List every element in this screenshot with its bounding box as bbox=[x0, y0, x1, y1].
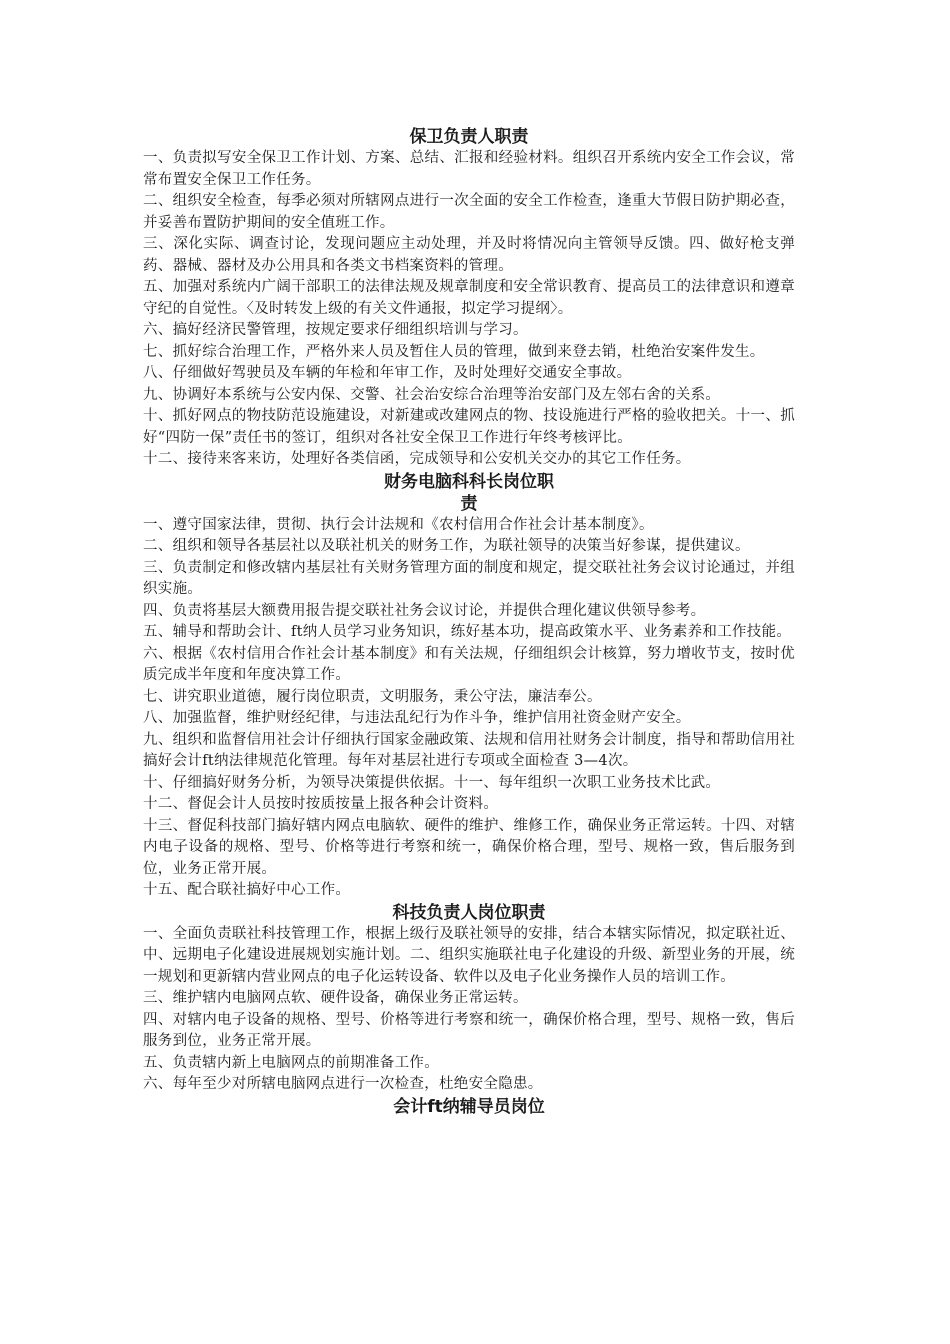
paragraph: 十二、督促会计人员按时按质按量上报各种会计资料。 bbox=[143, 796, 499, 812]
paragraph: 四、对辖内电子设备的规格、型号、价格等进行考察和统一，确保价格合理，型号、规格一致，售后服务到位，业务正常开展。 bbox=[143, 1011, 795, 1049]
paragraph: 五、辅导和帮助会计、ft纳人员学习业务知识，练好基本功，提高政策水平、业务素养和工作技能。 bbox=[143, 624, 792, 640]
paragraph: 八、仔细做好驾驶员及车辆的年检和年审工作，及时处理好交通安全事故。 bbox=[143, 365, 632, 381]
paragraph: 一、全面负责联社科技管理工作，根据上级行及联社领导的安排，结合本辖实际情况，拟定联社近、中、远期电子化建设进展规划实施计划。二、组织实施联社电子化建设的升级、新型业务的开展，统一规划和更新辖内营业网点的电子化运转设备、软件以及电子化业务操作人员的培训工作。 bbox=[143, 925, 795, 985]
paragraph: 二、组织安全检查，每季必须对所辖网点进行一次全面的安全工作检查，逢重大节假日防护期必查，并妥善布置防护期间的安全值班工作。 bbox=[143, 193, 795, 231]
paragraph: 九、组织和监督信用社会计仔细执行国家金融政策、法规和信用社财务会计制度，指导和帮助信用社搞好会计ft纳法律规范化管理。每年对基层社进行专项或全面检查 3—4次。 bbox=[143, 731, 795, 769]
paragraph: 三、负责制定和修改辖内基层社有关财务管理方面的制度和规定，提交联社社务会议讨论通过，并组织实施。 bbox=[143, 559, 795, 597]
paragraph: 六、根据《农村信用合作社会计基本制度》和有关法规，仔细组织会计核算，努力增收节支，按时优质完成半年度和年度决算工作。 bbox=[143, 645, 795, 683]
paragraph: 十、抓好网点的物技防范设施建设，对新建或改建网点的物、技设施进行严格的验收把关。十一、抓好“四防一保”责任书的签订，组织对各社安全保卫工作进行年终考核评比。 bbox=[143, 408, 795, 446]
paragraph: 六、每年至少对所辖电脑网点进行一次检查，杜绝安全隐患。 bbox=[143, 1076, 543, 1092]
paragraph: 三、深化实际、调查讨论，发现问题应主动处理，并及时将情况向主管领导反馈。四、做好枪支弹药、器械、器材及办公用具和各类文书档案资料的管理。 bbox=[143, 236, 795, 274]
section-tech-duties bbox=[143, 902, 795, 1096]
section-finance-duties bbox=[143, 471, 795, 902]
paragraph: 七、讲究职业道德，履行岗位职责，文明服务，秉公守法，廉洁奉公。 bbox=[143, 688, 602, 705]
paragraph: 三、维护辖内电脑网点软、硬件设备，确保业务正常运转。 bbox=[143, 990, 528, 1006]
section-title-line-2: 责 bbox=[460, 493, 478, 514]
section-accounting-tutor bbox=[143, 1096, 795, 1118]
paragraph: 十、仔细搞好财务分析，为领导决策提供依据。十一、每年组织一次职工业务技术比武。 bbox=[143, 774, 721, 791]
section-title-line-1: 财务电脑科科长岗位职 bbox=[384, 471, 554, 492]
paragraph: 一、遵守国家法律，贯彻、执行会计法规和《农村信用合作社会计基本制度》。 bbox=[143, 516, 654, 533]
paragraph: 四、负责将基层大额费用报告提交联社社务会议讨论，并提供合理化建议供领导参考。 bbox=[143, 602, 706, 619]
section-title: 保卫负责人职责 bbox=[409, 127, 529, 147]
paragraph: 十五、配合联社搞好中心工作。 bbox=[143, 882, 351, 898]
paragraph: 十三、督促科技部门搞好辖内网点电脑软、硬件的维护、维修工作，确保业务正常运转。十四、对辖内电子设备的规格、型号、价格等进行考察和统一，确保价格合理，型号、规格一致，售后服务到位，业务正常开展。 bbox=[143, 817, 795, 877]
section-title: 会计ft纳辅导员岗位 bbox=[393, 1096, 545, 1117]
section-title: 科技负责人岗位职责 bbox=[392, 902, 546, 923]
paragraph: 五、负责辖内新上电脑网点的前期准备工作。 bbox=[143, 1054, 439, 1071]
section-security-duties bbox=[143, 126, 795, 471]
paragraph: 六、搞好经济民警管理，按规定要求仔细组织培训与学习。 bbox=[143, 322, 528, 338]
paragraph: 五、加强对系统内广阔干部职工的法律法规及规章制度和安全常识教育、提高员工的法律意识和遵章守纪的自觉性。〈及时转发上级的有关文件通报，拟定学习提纲〉。 bbox=[143, 279, 795, 317]
paragraph: 七、抓好综合治理工作，严格外来人员及暂住人员的管理，做到来登去销，杜绝治安案件发生。 bbox=[143, 343, 765, 360]
paragraph: 二、组织和领导各基层社以及联社机关的财务工作，为联社领导的决策当好参谋，提供建议。 bbox=[143, 538, 750, 554]
paragraph: 一、负责拟写安全保卫工作计划、方案、总结、汇报和经验材料。组织召开系统内安全工作会议，常常布置安全保卫工作任务。 bbox=[143, 150, 795, 188]
paragraph: 九、协调好本系统与公安内保、交警、社会治安综合治理等治安部门及左邻右舍的关系。 bbox=[143, 386, 721, 403]
paragraph: 八、加强监督，维护财经纪律，与违法乱纪行为作斗争，维护信用社资金财产安全。 bbox=[143, 710, 691, 726]
document-page bbox=[143, 126, 795, 1118]
paragraph: 十二、接待来客来访，处理好各类信函，完成领导和公安机关交办的其它工作任务。 bbox=[143, 451, 691, 467]
